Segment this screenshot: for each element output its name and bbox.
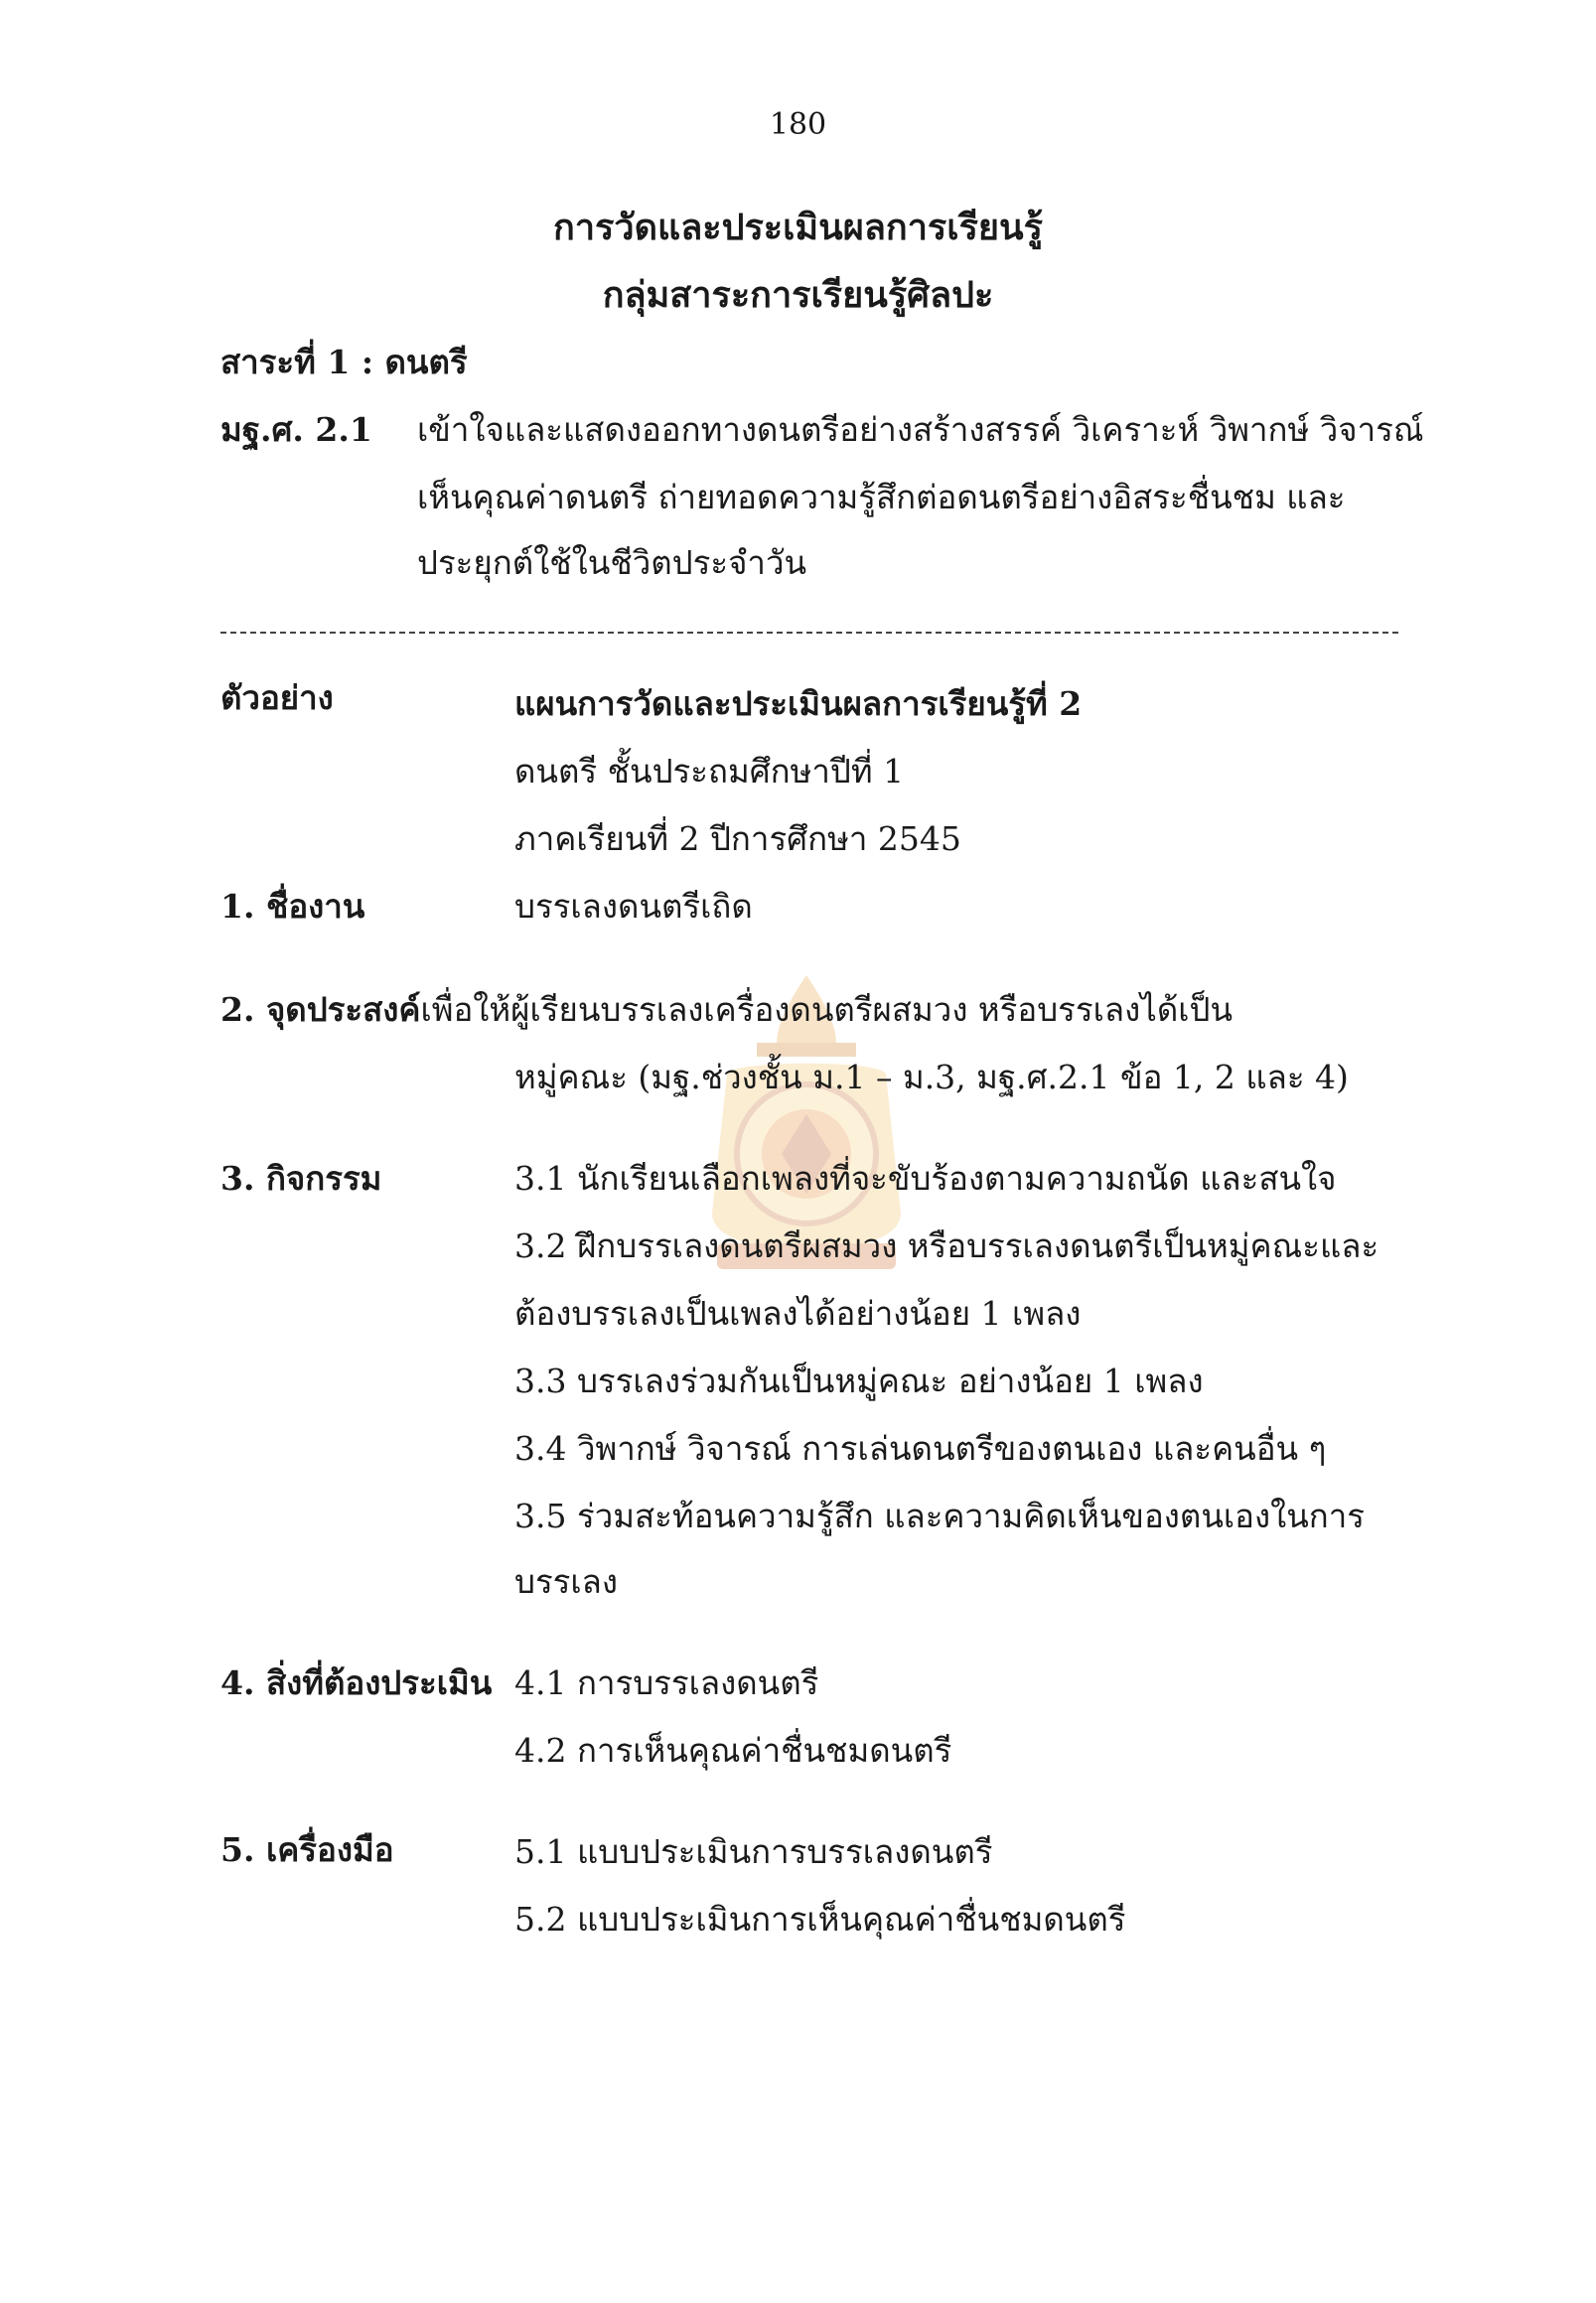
tool-item: 5.2 แบบประเมินการเห็นคุณค่าชื่นชมดนตรี bbox=[514, 1900, 1126, 1939]
standard-code: มฐ.ศ. 2.1 bbox=[220, 410, 372, 449]
example-label: ตัวอย่าง bbox=[220, 678, 334, 717]
standard-text-line: ประยุกต์ใช้ในชีวิตประจำวัน bbox=[417, 543, 807, 582]
page-subtitle: กลุ่มสาระการเรียนรู้ศิลปะ bbox=[602, 274, 994, 316]
activity-line: ต้องบรรเลงเป็นเพลงได้อย่างน้อย 1 เพลง bbox=[514, 1294, 1082, 1333]
section-2-line bbox=[220, 983, 1233, 1036]
topic-label: สาระที่ 1 : ดนตรี bbox=[220, 343, 468, 381]
plan-term: ภาคเรียนที่ 2 ปีการศึกษา 2545 bbox=[514, 819, 961, 858]
assessment-item: 4.1 การบรรเลงดนตรี bbox=[514, 1663, 819, 1702]
page-title: การวัดและประเมินผลการเรียนรู้ bbox=[553, 207, 1043, 248]
section-3-label: 3. กิจกรรม bbox=[220, 1159, 382, 1198]
activity-line: 3.1 นักเรียนเลือกเพลงที่จะขับร้องตามความถนัด และสนใจ bbox=[514, 1159, 1337, 1198]
dashed-divider bbox=[220, 632, 1398, 634]
standard-text-line: เห็นคุณค่าดนตรี ถ่ายทอดความรู้สึกต่อดนตรีอย่างอิสระชื่นชม และ bbox=[417, 478, 1346, 516]
page-number: 180 bbox=[769, 107, 827, 142]
activity-line: 3.3 บรรเลงร่วมกันเป็นหมู่คณะ อย่างน้อย 1 เพลง bbox=[514, 1362, 1204, 1400]
section-4-label: 4. สิ่งที่ต้องประเมิน bbox=[220, 1663, 493, 1702]
standard-text-line: เข้าใจและแสดงออกทางดนตรีอย่างสร้างสรรค์ วิเคราะห์ วิพากษ์ วิจารณ์ bbox=[417, 410, 1424, 449]
activity-line: 3.2 ฝึกบรรเลงดนตรีผสมวง หรือบรรเลงดนตรีเป็นหมู่คณะและ bbox=[514, 1226, 1379, 1265]
activity-line: 3.5 ร่วมสะท้อนความรู้สึก และความคิดเห็นของตนเองในการ bbox=[514, 1497, 1366, 1535]
section-5-label: 5. เครื่องมือ bbox=[220, 1830, 394, 1869]
section-2-label: 2. จุดประสงค์ bbox=[220, 990, 421, 1029]
section-1-text: บรรเลงดนตรีเถิด bbox=[514, 887, 753, 926]
section-2-text-cont: หมู่คณะ (มฐ.ช่วงชั้น ม.1 – ม.3, มฐ.ศ.2.1 ข้อ 1, 2 และ 4) bbox=[514, 1058, 1349, 1096]
tool-item: 5.1 แบบประเมินการบรรเลงดนตรี bbox=[514, 1832, 993, 1871]
activity-line: 3.4 วิพากษ์ วิจารณ์ การเล่นดนตรีของตนเอง และคนอื่น ๆ bbox=[514, 1429, 1327, 1468]
assessment-item: 4.2 การเห็นคุณค่าชื่นชมดนตรี bbox=[514, 1731, 952, 1770]
plan-level: ดนตรี ชั้นประถมศึกษาปีที่ 1 bbox=[514, 752, 905, 791]
plan-title: แผนการวัดและประเมินผลการเรียนรู้ที่ 2 bbox=[514, 684, 1083, 723]
section-2-text: เพื่อให้ผู้เรียนบรรเลงเครื่องดนตรีผสมวง หรือบรรเลงได้เป็น bbox=[420, 990, 1233, 1029]
activity-line: บรรเลง bbox=[514, 1562, 619, 1601]
section-1-label: 1. ชื่องาน bbox=[220, 887, 365, 926]
